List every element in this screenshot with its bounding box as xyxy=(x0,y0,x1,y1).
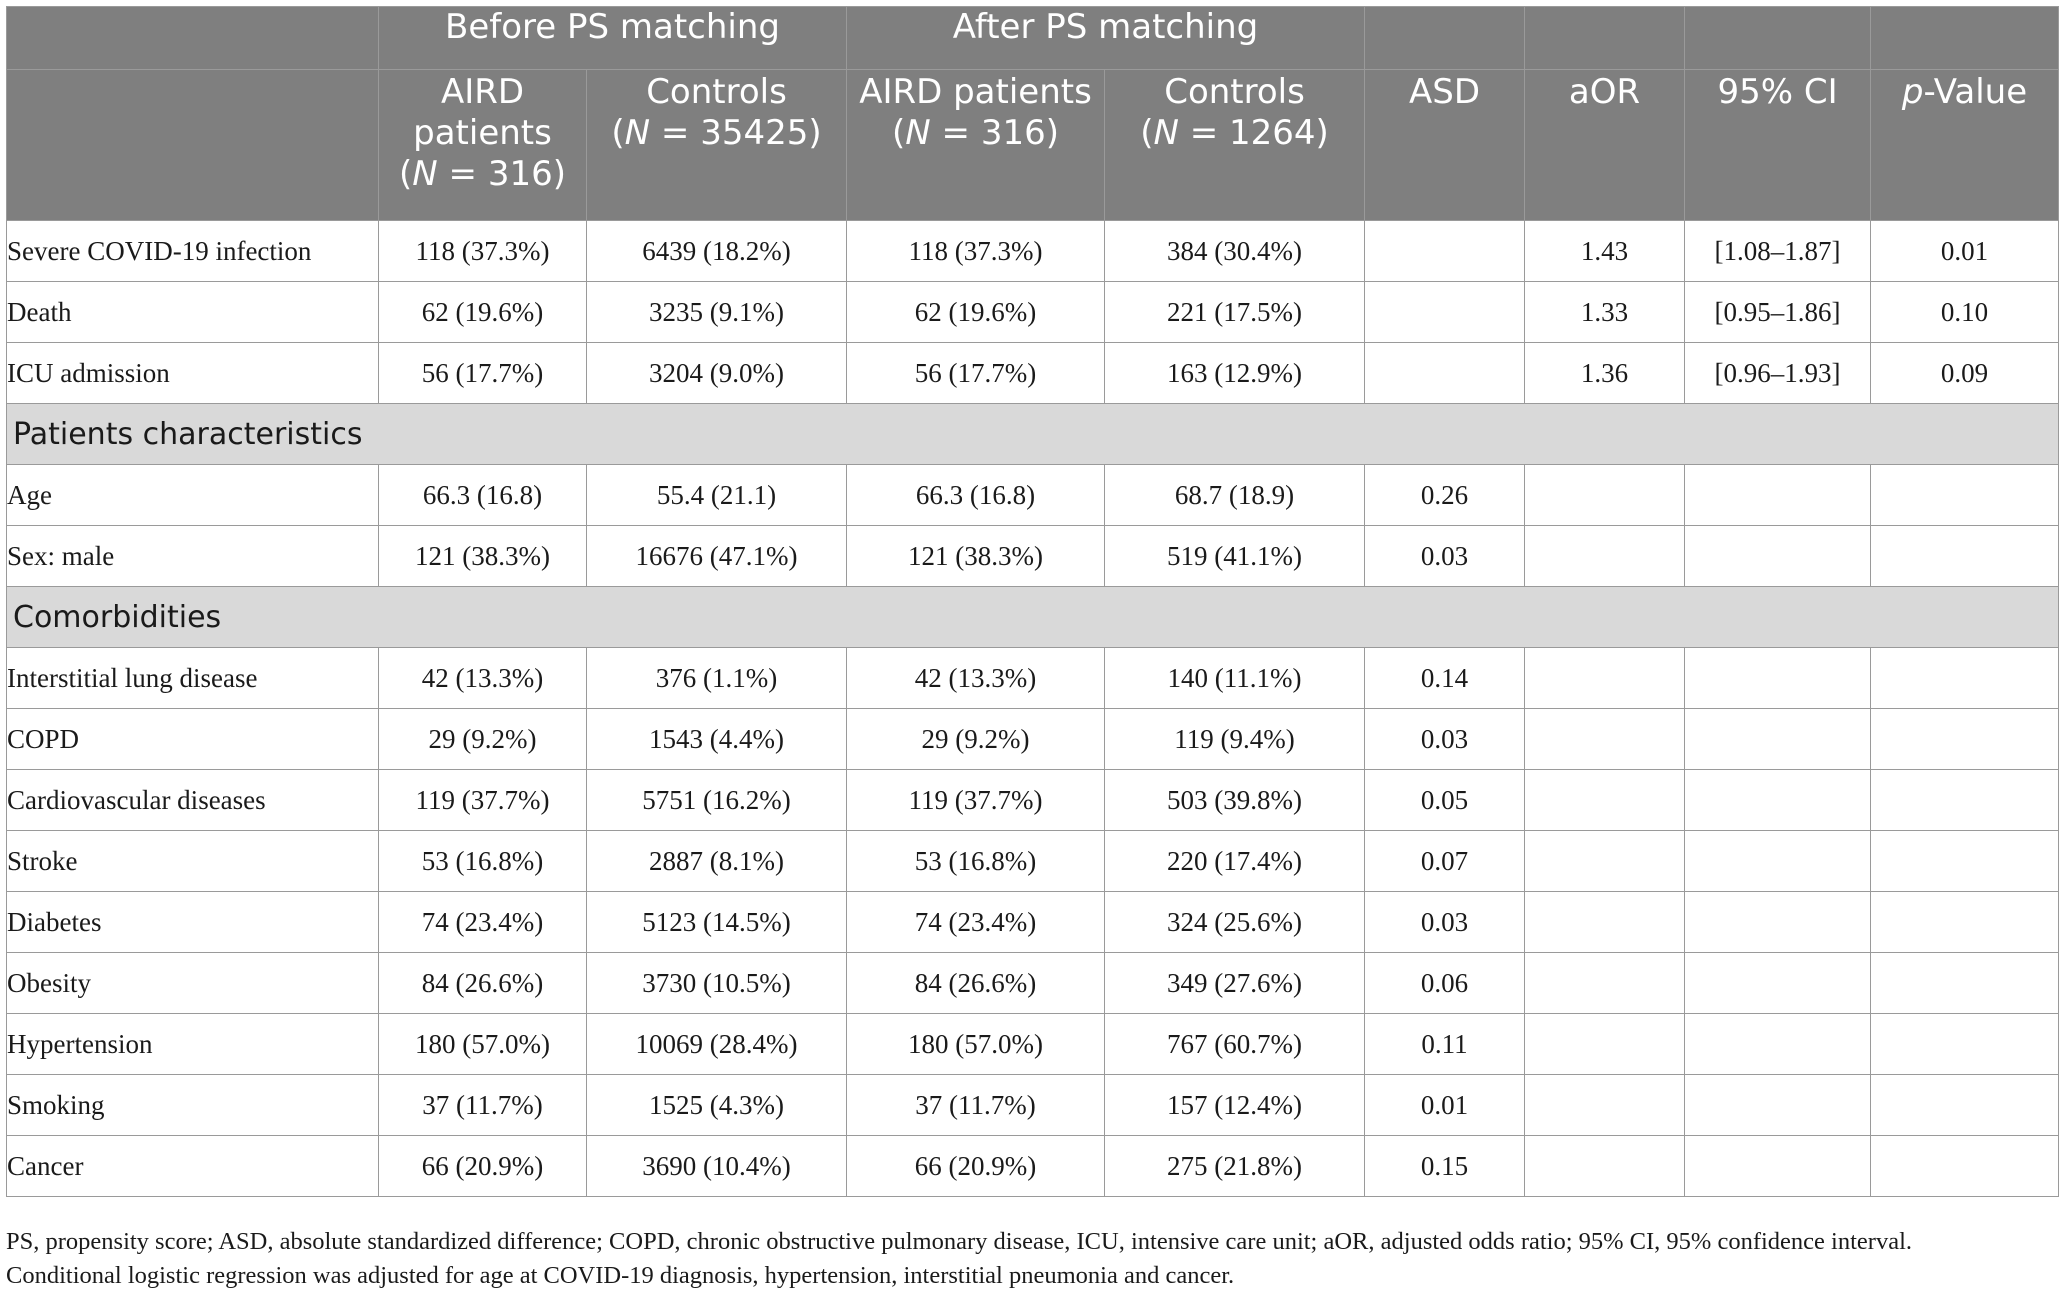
footnote-abbreviations: PS, propensity score; ASD, absolute standardized difference; COPD, chronic obstructive pulmonary disease, ICU, intensive care unit; aOR, adjusted odds ratio; 95% CI, 95% confidence interval. xyxy=(6,1228,1913,1255)
header-aird-after: AIRD patients (N = 316) xyxy=(847,70,1105,221)
asd-cell: 0.07 xyxy=(1365,831,1525,892)
controls-before-cell: 3235 (9.1%) xyxy=(587,282,847,343)
asd-cell: 0.11 xyxy=(1365,1014,1525,1075)
aird-before-cell: 56 (17.7%) xyxy=(379,343,587,404)
aird-before-cell: 62 (19.6%) xyxy=(379,282,587,343)
controls-before-cell: 1543 (4.4%) xyxy=(587,709,847,770)
controls-after-cell: 384 (30.4%) xyxy=(1105,221,1365,282)
section-title-patients: Patients characteristics xyxy=(7,404,2059,465)
header-controls-after: Controls (N = 1264) xyxy=(1105,70,1365,221)
ci-cell xyxy=(1685,770,1871,831)
row-label: Interstitial lung disease xyxy=(7,648,379,709)
aor-cell xyxy=(1525,953,1685,1014)
controls-before-cell: 55.4 (21.1) xyxy=(587,465,847,526)
aird-after-cell: 118 (37.3%) xyxy=(847,221,1105,282)
ci-cell: [0.95–1.86] xyxy=(1685,282,1871,343)
ci-cell xyxy=(1685,465,1871,526)
p-value-cell xyxy=(1871,1075,2059,1136)
ci-cell xyxy=(1685,1136,1871,1197)
aor-cell xyxy=(1525,709,1685,770)
table-row xyxy=(7,282,2059,343)
aor-cell: 1.33 xyxy=(1525,282,1685,343)
controls-after-cell: 163 (12.9%) xyxy=(1105,343,1365,404)
header-blank xyxy=(1525,7,1685,70)
aor-cell xyxy=(1525,892,1685,953)
aor-cell xyxy=(1525,1136,1685,1197)
asd-cell xyxy=(1365,282,1525,343)
table-row xyxy=(7,1136,2059,1197)
aird-before-cell: 84 (26.6%) xyxy=(379,953,587,1014)
table-row xyxy=(7,1014,2059,1075)
ci-cell xyxy=(1685,831,1871,892)
aird-after-cell: 66 (20.9%) xyxy=(847,1136,1105,1197)
table-row xyxy=(7,343,2059,404)
controls-before-cell: 16676 (47.1%) xyxy=(587,526,847,587)
row-label: Death xyxy=(7,282,379,343)
controls-after-cell: 119 (9.4%) xyxy=(1105,709,1365,770)
aird-before-cell: 121 (38.3%) xyxy=(379,526,587,587)
table-row xyxy=(7,221,2059,282)
aird-before-cell: 74 (23.4%) xyxy=(379,892,587,953)
controls-after-cell: 349 (27.6%) xyxy=(1105,953,1365,1014)
aird-after-cell: 119 (37.7%) xyxy=(847,770,1105,831)
ci-cell xyxy=(1685,892,1871,953)
aor-cell: 1.43 xyxy=(1525,221,1685,282)
header-label-column xyxy=(7,70,379,221)
header-asd: ASD xyxy=(1365,70,1525,221)
ci-cell: [1.08–1.87] xyxy=(1685,221,1871,282)
table-footnote xyxy=(6,1225,2060,1293)
aor-cell: 1.36 xyxy=(1525,343,1685,404)
section-row xyxy=(7,587,2059,648)
aird-before-cell: 29 (9.2%) xyxy=(379,709,587,770)
controls-after-cell: 140 (11.1%) xyxy=(1105,648,1365,709)
table-row xyxy=(7,465,2059,526)
p-value-cell xyxy=(1871,709,2059,770)
ci-cell xyxy=(1685,526,1871,587)
aird-before-cell: 66 (20.9%) xyxy=(379,1136,587,1197)
row-label: Diabetes xyxy=(7,892,379,953)
table-row xyxy=(7,648,2059,709)
header-aor: aOR xyxy=(1525,70,1685,221)
header-group-after: After PS matching xyxy=(847,7,1365,70)
header-aird-before: AIRD patients (N = 316) xyxy=(379,70,587,221)
header-row-groups xyxy=(7,7,2059,70)
asd-cell: 0.01 xyxy=(1365,1075,1525,1136)
aor-cell xyxy=(1525,648,1685,709)
p-value-cell xyxy=(1871,953,2059,1014)
aird-before-cell: 42 (13.3%) xyxy=(379,648,587,709)
aird-before-cell: 53 (16.8%) xyxy=(379,831,587,892)
controls-after-cell: 519 (41.1%) xyxy=(1105,526,1365,587)
ci-cell xyxy=(1685,953,1871,1014)
asd-cell: 0.05 xyxy=(1365,770,1525,831)
aird-after-cell: 84 (26.6%) xyxy=(847,953,1105,1014)
asd-cell: 0.26 xyxy=(1365,465,1525,526)
row-label: Obesity xyxy=(7,953,379,1014)
controls-before-cell: 376 (1.1%) xyxy=(587,648,847,709)
ci-cell: [0.96–1.93] xyxy=(1685,343,1871,404)
asd-cell: 0.03 xyxy=(1365,892,1525,953)
aird-after-cell: 74 (23.4%) xyxy=(847,892,1105,953)
controls-after-cell: 221 (17.5%) xyxy=(1105,282,1365,343)
aor-cell xyxy=(1525,1014,1685,1075)
p-value-cell xyxy=(1871,1136,2059,1197)
p-value-cell xyxy=(1871,1014,2059,1075)
controls-before-cell: 3730 (10.5%) xyxy=(587,953,847,1014)
header-blank xyxy=(7,7,379,70)
header-row-columns xyxy=(7,70,2059,221)
row-label: Hypertension xyxy=(7,1014,379,1075)
controls-before-cell: 3204 (9.0%) xyxy=(587,343,847,404)
header-blank xyxy=(1365,7,1525,70)
aird-after-cell: 62 (19.6%) xyxy=(847,282,1105,343)
ci-cell xyxy=(1685,709,1871,770)
section-row xyxy=(7,404,2059,465)
aird-after-cell: 53 (16.8%) xyxy=(847,831,1105,892)
row-label: Cancer xyxy=(7,1136,379,1197)
p-value-cell xyxy=(1871,648,2059,709)
row-label: COPD xyxy=(7,709,379,770)
aor-cell xyxy=(1525,526,1685,587)
row-label: Severe COVID-19 infection xyxy=(7,221,379,282)
controls-after-cell: 68.7 (18.9) xyxy=(1105,465,1365,526)
ci-cell xyxy=(1685,1014,1871,1075)
row-label: Smoking xyxy=(7,1075,379,1136)
controls-after-cell: 275 (21.8%) xyxy=(1105,1136,1365,1197)
aird-after-cell: 180 (57.0%) xyxy=(847,1014,1105,1075)
asd-cell: 0.15 xyxy=(1365,1136,1525,1197)
aird-before-cell: 180 (57.0%) xyxy=(379,1014,587,1075)
controls-after-cell: 767 (60.7%) xyxy=(1105,1014,1365,1075)
footnote-regression: Conditional logistic regression was adjusted for age at COVID-19 diagnosis, hypertension, interstitial pneumonia and cancer. xyxy=(6,1262,1235,1289)
table-row xyxy=(7,953,2059,1014)
aird-after-cell: 42 (13.3%) xyxy=(847,648,1105,709)
controls-before-cell: 10069 (28.4%) xyxy=(587,1014,847,1075)
section-title-comorbidities: Comorbidities xyxy=(7,587,2059,648)
controls-before-cell: 5751 (16.2%) xyxy=(587,770,847,831)
aor-cell xyxy=(1525,1075,1685,1136)
row-label: Stroke xyxy=(7,831,379,892)
p-value-cell xyxy=(1871,526,2059,587)
asd-cell: 0.03 xyxy=(1365,526,1525,587)
aird-before-cell: 37 (11.7%) xyxy=(379,1075,587,1136)
asd-cell: 0.14 xyxy=(1365,648,1525,709)
aird-after-cell: 29 (9.2%) xyxy=(847,709,1105,770)
controls-before-cell: 2887 (8.1%) xyxy=(587,831,847,892)
table-row xyxy=(7,709,2059,770)
aor-cell xyxy=(1525,770,1685,831)
header-blank xyxy=(1871,7,2059,70)
header-ci: 95% CI xyxy=(1685,70,1871,221)
controls-before-cell: 3690 (10.4%) xyxy=(587,1136,847,1197)
table-row xyxy=(7,831,2059,892)
controls-before-cell: 6439 (18.2%) xyxy=(587,221,847,282)
aird-before-cell: 118 (37.3%) xyxy=(379,221,587,282)
header-p-value: p-Value xyxy=(1871,70,2059,221)
controls-after-cell: 503 (39.8%) xyxy=(1105,770,1365,831)
controls-after-cell: 220 (17.4%) xyxy=(1105,831,1365,892)
row-label: ICU admission xyxy=(7,343,379,404)
controls-after-cell: 157 (12.4%) xyxy=(1105,1075,1365,1136)
p-value-cell: 0.10 xyxy=(1871,282,2059,343)
header-blank xyxy=(1685,7,1871,70)
p-value-cell xyxy=(1871,770,2059,831)
aor-cell xyxy=(1525,465,1685,526)
asd-cell: 0.03 xyxy=(1365,709,1525,770)
table-container xyxy=(6,6,2058,1197)
table-row xyxy=(7,526,2059,587)
row-label: Cardiovascular diseases xyxy=(7,770,379,831)
p-value-cell: 0.01 xyxy=(1871,221,2059,282)
asd-cell xyxy=(1365,343,1525,404)
controls-after-cell: 324 (25.6%) xyxy=(1105,892,1365,953)
aird-after-cell: 66.3 (16.8) xyxy=(847,465,1105,526)
ci-cell xyxy=(1685,648,1871,709)
aird-after-cell: 56 (17.7%) xyxy=(847,343,1105,404)
table-row xyxy=(7,892,2059,953)
aird-after-cell: 121 (38.3%) xyxy=(847,526,1105,587)
p-value-cell xyxy=(1871,465,2059,526)
controls-before-cell: 1525 (4.3%) xyxy=(587,1075,847,1136)
p-value-cell xyxy=(1871,892,2059,953)
row-label: Sex: male xyxy=(7,526,379,587)
aird-before-cell: 66.3 (16.8) xyxy=(379,465,587,526)
asd-cell: 0.06 xyxy=(1365,953,1525,1014)
table-row xyxy=(7,1075,2059,1136)
ci-cell xyxy=(1685,1075,1871,1136)
aird-after-cell: 37 (11.7%) xyxy=(847,1075,1105,1136)
table-row xyxy=(7,770,2059,831)
aird-before-cell: 119 (37.7%) xyxy=(379,770,587,831)
header-group-before: Before PS matching xyxy=(379,7,847,70)
row-label: Age xyxy=(7,465,379,526)
controls-before-cell: 5123 (14.5%) xyxy=(587,892,847,953)
aor-cell xyxy=(1525,831,1685,892)
p-value-cell xyxy=(1871,831,2059,892)
results-table xyxy=(6,6,2059,1197)
asd-cell xyxy=(1365,221,1525,282)
header-controls-before: Controls (N = 35425) xyxy=(587,70,847,221)
p-value-cell: 0.09 xyxy=(1871,343,2059,404)
